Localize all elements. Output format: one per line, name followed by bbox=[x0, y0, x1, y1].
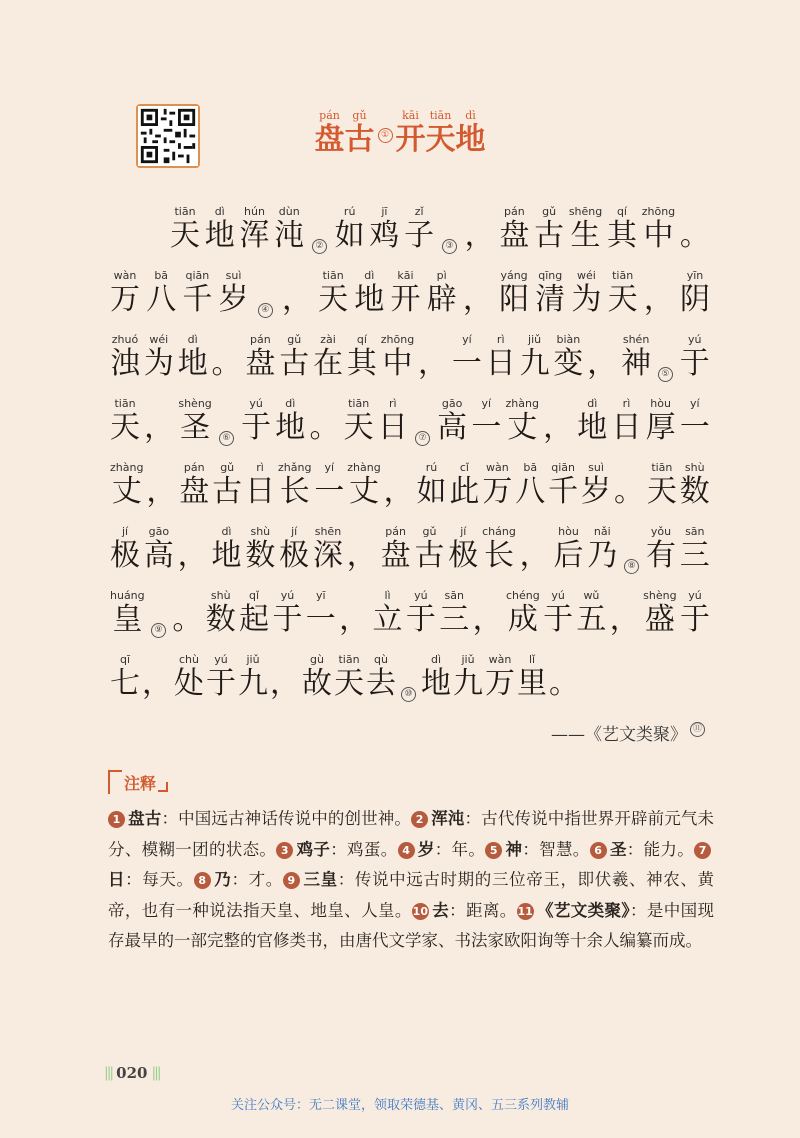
note-term: 乃 bbox=[213, 870, 232, 889]
note-number-badge: 4 bbox=[398, 842, 415, 859]
punctuation: ， bbox=[587, 346, 618, 381]
note-number-badge: 5 bbox=[485, 842, 502, 859]
hanzi-with-pinyin: 九jiǔ bbox=[238, 653, 268, 701]
hanzi-with-pinyin: 极jí bbox=[110, 525, 140, 573]
hanzi-with-pinyin: 阴yīn bbox=[680, 269, 710, 317]
hanzi-with-pinyin: 于yú bbox=[241, 397, 272, 445]
hanzi-with-pinyin: 厚hòu bbox=[645, 397, 676, 445]
note-marker: ② bbox=[312, 239, 327, 254]
hanzi-with-pinyin: 于yú bbox=[272, 589, 303, 637]
hanzi-with-pinyin: 数shù bbox=[205, 589, 236, 637]
hanzi-with-pinyin: 开kāi bbox=[390, 269, 421, 317]
punctuation: 。 bbox=[549, 666, 579, 701]
note-definition: ：是中国现存最早的一部完整的官修类书，由唐代文学家、书法家欧阳询等十余人编纂而成。 bbox=[108, 900, 715, 950]
page-title bbox=[0, 110, 800, 158]
note-term: 三皇 bbox=[302, 870, 338, 889]
note-number-badge: 3 bbox=[276, 842, 293, 859]
hanzi-with-pinyin: 里lǐ bbox=[517, 653, 547, 701]
note-number-badge: 10 bbox=[412, 904, 428, 918]
hanzi-with-pinyin: 一yí bbox=[451, 333, 482, 381]
text-line bbox=[110, 190, 710, 254]
note-number-badge: 2 bbox=[411, 811, 428, 828]
hanzi-with-pinyin: 于yú bbox=[543, 589, 574, 637]
notes-header bbox=[108, 770, 168, 794]
hanzi-with-pinyin: 盘pán bbox=[499, 205, 530, 253]
hanzi-with-pinyin: 七qī bbox=[110, 653, 140, 701]
hanzi-with-pinyin: 中zhōng bbox=[641, 205, 676, 253]
punctuation: ， bbox=[609, 602, 640, 637]
hanzi-with-pinyin: 九jiǔ bbox=[519, 333, 550, 381]
note-definition: ：能力。 bbox=[626, 839, 695, 859]
hanzi-with-pinyin: 千qiān bbox=[182, 269, 213, 317]
hanzi-with-pinyin: 为wéi bbox=[143, 333, 174, 381]
page-ornament-left-icon: ||| bbox=[104, 1065, 113, 1081]
punctuation: ， bbox=[346, 538, 377, 573]
punctuation: ， bbox=[543, 410, 574, 445]
notes-section bbox=[108, 804, 714, 957]
note-definition: ：年。 bbox=[434, 839, 486, 859]
punctuation: ， bbox=[270, 666, 300, 701]
note-marker: ⑧ bbox=[624, 559, 639, 574]
title-char: 地dì bbox=[455, 109, 486, 157]
hanzi-with-pinyin: 处chù bbox=[174, 653, 204, 701]
note-term: 鸡子 bbox=[296, 839, 331, 859]
title-note-marker: ① bbox=[378, 128, 393, 143]
hanzi-with-pinyin: 八bā bbox=[515, 461, 546, 509]
punctuation: ， bbox=[142, 666, 172, 701]
hanzi-with-pinyin: 起qǐ bbox=[239, 589, 270, 637]
hanzi-with-pinyin: 深shēn bbox=[312, 525, 343, 573]
hanzi-with-pinyin: 鸡jī bbox=[369, 205, 400, 253]
hanzi-with-pinyin: 地dì bbox=[577, 397, 608, 445]
text-line bbox=[110, 254, 710, 318]
hanzi-with-pinyin: 一yí bbox=[679, 397, 710, 445]
note-term: 浑沌 bbox=[431, 809, 465, 828]
note-marker: ⑦ bbox=[415, 431, 430, 446]
hanzi-with-pinyin: 高gāo bbox=[143, 525, 174, 573]
note-number-badge: 8 bbox=[194, 872, 211, 889]
hanzi-with-pinyin: 子zǐ bbox=[404, 205, 435, 253]
hanzi-with-pinyin: 日rì bbox=[377, 397, 408, 445]
hanzi-with-pinyin: 天tiān bbox=[110, 397, 140, 445]
hanzi-with-pinyin: 清qīng bbox=[535, 269, 566, 317]
hanzi-with-pinyin: 后hòu bbox=[553, 525, 584, 573]
hanzi-with-pinyin: 万wàn bbox=[482, 461, 513, 509]
hanzi-with-pinyin: 圣shèng bbox=[178, 397, 212, 445]
hanzi-with-pinyin: 其qí bbox=[606, 205, 637, 253]
hanzi-with-pinyin: 地dì bbox=[354, 269, 385, 317]
hanzi-with-pinyin: 天tiān bbox=[646, 461, 677, 509]
hanzi-with-pinyin: 日rì bbox=[485, 333, 516, 381]
hanzi-with-pinyin: 古gǔ bbox=[212, 461, 243, 509]
note-item bbox=[194, 870, 283, 889]
hanzi-with-pinyin: 浊zhuó bbox=[110, 333, 140, 381]
source-citation bbox=[551, 720, 708, 745]
note-item bbox=[398, 840, 486, 859]
hanzi-with-pinyin: 如rú bbox=[334, 205, 365, 253]
hanzi-with-pinyin: 长zhǎng bbox=[277, 461, 312, 509]
hanzi-with-pinyin: 为wéi bbox=[571, 269, 602, 317]
page-number bbox=[104, 1064, 160, 1082]
note-item bbox=[485, 840, 589, 859]
hanzi-with-pinyin: 古gǔ bbox=[279, 333, 310, 381]
punctuation: ， bbox=[281, 282, 312, 317]
punctuation: 。 bbox=[211, 346, 242, 381]
hanzi-with-pinyin: 一yí bbox=[314, 461, 345, 509]
note-item bbox=[108, 809, 411, 828]
hanzi-with-pinyin: 九jiǔ bbox=[453, 653, 483, 701]
note-item bbox=[412, 901, 517, 920]
note-marker: ⑤ bbox=[658, 367, 673, 382]
main-text bbox=[110, 190, 710, 702]
note-definition: ：古代传说中指世界开辟前元气未分、模糊一团的状态。 bbox=[108, 809, 715, 859]
corner-decoration-icon bbox=[158, 782, 168, 792]
source-text: ——《艺文类聚》 bbox=[551, 725, 687, 745]
notes-label: 注释 bbox=[124, 773, 157, 793]
hanzi-with-pinyin: 数shù bbox=[245, 525, 276, 573]
hanzi-with-pinyin: 如rú bbox=[416, 461, 447, 509]
hanzi-with-pinyin: 盛shèng bbox=[643, 589, 677, 637]
text-line bbox=[110, 510, 710, 574]
bracket-decoration-icon bbox=[108, 770, 122, 794]
hanzi-with-pinyin: 天tiān bbox=[170, 205, 200, 253]
hanzi-with-pinyin: 岁suì bbox=[218, 269, 249, 317]
note-number-badge: 1 bbox=[108, 811, 125, 828]
hanzi-with-pinyin: 地dì bbox=[204, 205, 235, 253]
text-line bbox=[110, 574, 710, 638]
page-number-text: 020 bbox=[116, 1064, 148, 1082]
note-definition: ：每天。 bbox=[125, 870, 194, 889]
hanzi-with-pinyin: 五wǔ bbox=[576, 589, 607, 637]
hanzi-with-pinyin: 一yí bbox=[471, 397, 502, 445]
note-number-badge: 11 bbox=[517, 904, 533, 918]
source-note-marker: ⑪ bbox=[690, 722, 705, 737]
punctuation: ， bbox=[643, 282, 674, 317]
punctuation: ， bbox=[418, 346, 449, 381]
punctuation: ， bbox=[339, 602, 370, 637]
hanzi-with-pinyin: 丈zhàng bbox=[110, 461, 144, 509]
hanzi-with-pinyin: 地dì bbox=[211, 525, 242, 573]
hanzi-with-pinyin: 天tiān bbox=[343, 397, 374, 445]
hanzi-with-pinyin: 地dì bbox=[177, 333, 208, 381]
note-definition: ：鸡蛋。 bbox=[330, 839, 398, 859]
note-term: 日 bbox=[108, 870, 126, 889]
note-definition: ：才。 bbox=[231, 870, 283, 889]
note-number-badge: 9 bbox=[283, 872, 300, 889]
note-marker: ⑨ bbox=[151, 623, 166, 638]
punctuation: ， bbox=[464, 218, 495, 253]
hanzi-with-pinyin: 阳yáng bbox=[499, 269, 530, 317]
hanzi-with-pinyin: 万wàn bbox=[485, 653, 515, 701]
note-marker: ⑥ bbox=[219, 431, 234, 446]
hanzi-with-pinyin: 古gǔ bbox=[414, 525, 445, 573]
punctuation: 。 bbox=[613, 474, 644, 509]
note-marker: ④ bbox=[258, 303, 273, 318]
footer-promo: 关注公众号：无二课堂，领取荣德基、黄冈、五三系列教辅 bbox=[230, 1098, 569, 1113]
hanzi-with-pinyin: 高gāo bbox=[437, 397, 468, 445]
hanzi-with-pinyin: 千qiān bbox=[548, 461, 579, 509]
hanzi-with-pinyin: 其qí bbox=[346, 333, 377, 381]
note-definition: ：距离。 bbox=[449, 900, 517, 920]
title-char: 盘pán bbox=[314, 109, 345, 157]
note-item bbox=[590, 840, 694, 859]
hanzi-with-pinyin: 神shén bbox=[621, 333, 652, 381]
hanzi-with-pinyin: 浑hún bbox=[239, 205, 270, 253]
hanzi-with-pinyin: 一yī bbox=[305, 589, 336, 637]
hanzi-with-pinyin: 辟pì bbox=[426, 269, 457, 317]
punctuation: ， bbox=[144, 410, 175, 445]
title-char: 天tiān bbox=[425, 109, 456, 157]
note-number-badge: 7 bbox=[694, 842, 711, 859]
hanzi-with-pinyin: 天tiān bbox=[334, 653, 364, 701]
hanzi-with-pinyin: 盘pán bbox=[380, 525, 411, 573]
hanzi-with-pinyin: 变biàn bbox=[553, 333, 584, 381]
hanzi-with-pinyin: 地dì bbox=[275, 397, 306, 445]
text-line bbox=[110, 318, 710, 382]
hanzi-with-pinyin: 乃nǎi bbox=[587, 525, 618, 573]
note-term: 神 bbox=[505, 839, 523, 859]
hanzi-with-pinyin: 天tiān bbox=[318, 269, 349, 317]
note-term: 《艺文类聚》 bbox=[536, 900, 631, 920]
hanzi-with-pinyin: 盘pán bbox=[245, 333, 276, 381]
text-line bbox=[110, 382, 710, 446]
note-term: 岁 bbox=[417, 839, 435, 859]
punctuation: 。 bbox=[172, 602, 203, 637]
punctuation: ， bbox=[146, 474, 177, 509]
hanzi-with-pinyin: 立lì bbox=[372, 589, 403, 637]
hanzi-with-pinyin: 八bā bbox=[146, 269, 177, 317]
punctuation: 。 bbox=[309, 410, 340, 445]
note-definition: ：智慧。 bbox=[522, 839, 590, 859]
hanzi-with-pinyin: 丈zhàng bbox=[505, 397, 539, 445]
hanzi-with-pinyin: 于yú bbox=[679, 589, 710, 637]
note-term: 去 bbox=[431, 900, 450, 920]
punctuation: ， bbox=[383, 474, 414, 509]
punctuation: ， bbox=[462, 282, 493, 317]
note-marker: ⑩ bbox=[401, 687, 416, 702]
hanzi-with-pinyin: 丈zhàng bbox=[347, 461, 381, 509]
hanzi-with-pinyin: 古gǔ bbox=[534, 205, 565, 253]
hanzi-with-pinyin: 三sān bbox=[439, 589, 470, 637]
text-line bbox=[110, 446, 710, 510]
hanzi-with-pinyin: 此cǐ bbox=[449, 461, 480, 509]
hanzi-with-pinyin: 皇huáng bbox=[110, 589, 145, 637]
hanzi-with-pinyin: 有yǒu bbox=[645, 525, 676, 573]
hanzi-with-pinyin: 天tiān bbox=[607, 269, 638, 317]
title-char: 古gǔ bbox=[344, 109, 375, 157]
hanzi-with-pinyin: 于yú bbox=[405, 589, 436, 637]
hanzi-with-pinyin: 数shù bbox=[679, 461, 710, 509]
hanzi-with-pinyin: 岁suì bbox=[581, 461, 612, 509]
hanzi-with-pinyin: 地dì bbox=[421, 653, 451, 701]
hanzi-with-pinyin: 万wàn bbox=[110, 269, 140, 317]
hanzi-with-pinyin: 极jí bbox=[279, 525, 310, 573]
hanzi-with-pinyin: 去qù bbox=[366, 653, 396, 701]
hanzi-with-pinyin: 生shēng bbox=[568, 205, 603, 253]
hanzi-with-pinyin: 日rì bbox=[245, 461, 276, 509]
hanzi-with-pinyin: 极jí bbox=[448, 525, 479, 573]
hanzi-with-pinyin: 三sān bbox=[679, 525, 710, 573]
hanzi-with-pinyin: 故gù bbox=[302, 653, 332, 701]
note-definition: ：中国远古神话传说中的创世神。 bbox=[161, 809, 412, 828]
hanzi-with-pinyin: 日rì bbox=[611, 397, 642, 445]
hanzi-with-pinyin: 成chéng bbox=[505, 589, 540, 637]
punctuation: ， bbox=[519, 538, 550, 573]
note-number-badge: 6 bbox=[590, 842, 607, 859]
hanzi-with-pinyin: 沌dùn bbox=[274, 205, 305, 253]
hanzi-with-pinyin: 盘pán bbox=[179, 461, 210, 509]
punctuation: 。 bbox=[679, 218, 710, 253]
note-marker: ③ bbox=[442, 239, 457, 254]
note-term: 盘古 bbox=[128, 809, 162, 828]
hanzi-with-pinyin: 长cháng bbox=[482, 525, 516, 573]
hanzi-with-pinyin: 于yú bbox=[679, 333, 710, 381]
punctuation: ， bbox=[472, 602, 503, 637]
hanzi-with-pinyin: 在zài bbox=[313, 333, 344, 381]
punctuation: ， bbox=[177, 538, 208, 573]
hanzi-with-pinyin: 中zhōng bbox=[380, 333, 415, 381]
text-line bbox=[110, 638, 710, 702]
title-char: 开kāi bbox=[395, 109, 426, 157]
note-item bbox=[276, 840, 397, 859]
hanzi-with-pinyin: 于yú bbox=[206, 653, 236, 701]
page-ornament-right-icon: ||| bbox=[151, 1065, 160, 1081]
note-term: 圣 bbox=[609, 839, 627, 859]
note-definition: ：传说中远古时期的三位帝王，即伏羲、神农、黄帝，也有一种说法指天皇、地皇、人皇。 bbox=[108, 870, 715, 920]
